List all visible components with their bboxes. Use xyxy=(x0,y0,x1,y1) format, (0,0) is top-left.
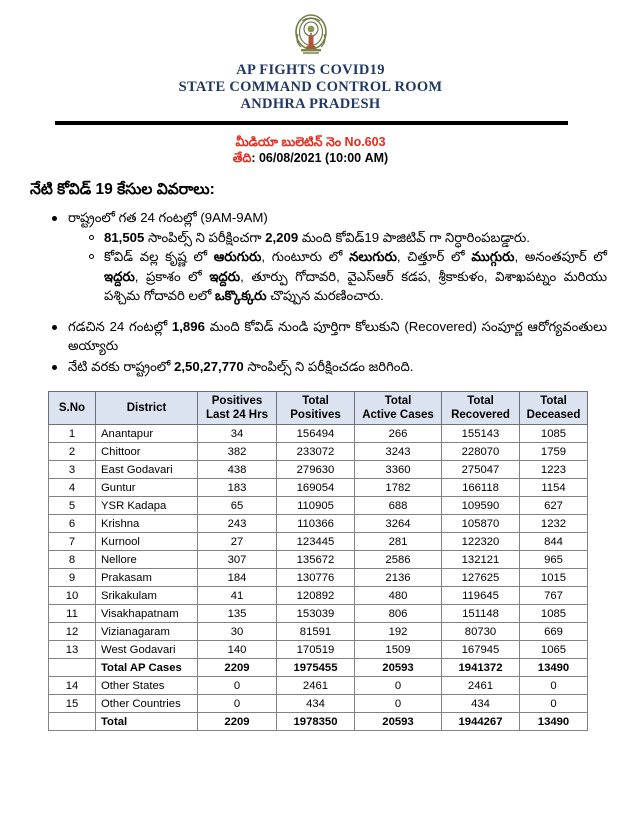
cell-active-cases: 3243 xyxy=(355,443,442,461)
recovered-text-1: గడచిన 24 గంటల్లో xyxy=(68,318,172,334)
district-table-container xyxy=(0,377,621,731)
cell-positives-24hrs: 184 xyxy=(198,569,277,587)
table-row xyxy=(49,425,588,443)
cell-positives-24hrs: 183 xyxy=(198,479,277,497)
cell-positives-24hrs: 34 xyxy=(198,425,277,443)
cell-sno: 11 xyxy=(49,605,96,623)
cell-positives-24hrs: 2209 xyxy=(198,713,277,731)
bullet-samples-tested xyxy=(88,228,607,248)
cell-sno: 7 xyxy=(49,533,96,551)
cell-district: Krishna xyxy=(96,515,198,533)
cell-sno: 5 xyxy=(49,497,96,515)
col-header-recovered xyxy=(442,392,520,425)
cell-sno: 9 xyxy=(49,569,96,587)
deaths-text-2: , గుంటూరు లో xyxy=(261,249,350,264)
cell-positives-24hrs: 382 xyxy=(198,443,277,461)
col-header-positives-24hrs-l1: Positives xyxy=(211,395,263,407)
cell-positives-24hrs: 243 xyxy=(198,515,277,533)
cell-recovered: 132121 xyxy=(442,551,520,569)
deaths-text-5: , ప్రకాశం లో xyxy=(134,268,210,284)
cell-deceased: 1154 xyxy=(520,479,588,497)
cell-positives-24hrs: 307 xyxy=(198,551,277,569)
total-samples-text-2: సాంపిల్స్ ని పరీక్షించడం జరిగింది. xyxy=(243,358,414,374)
cell-sno: 15 xyxy=(49,695,96,713)
cell-sno: 10 xyxy=(49,587,96,605)
body-content xyxy=(0,166,621,376)
bulletin-meta xyxy=(0,134,621,166)
deaths-text-4: , అనంతపూర్ లో xyxy=(514,249,608,264)
total-samples-count: 2,50,27,770 xyxy=(174,358,244,374)
cell-total-positives: 1978350 xyxy=(277,713,355,731)
bulletin-number-line xyxy=(0,134,621,150)
cell-district: Other States xyxy=(96,677,198,695)
cell-positives-24hrs: 135 xyxy=(198,605,277,623)
table-row xyxy=(49,569,588,587)
cell-active-cases: 192 xyxy=(355,623,442,641)
cell-deceased: 767 xyxy=(520,587,588,605)
cell-district: Nellore xyxy=(96,551,198,569)
cell-sno: 4 xyxy=(49,479,96,497)
cell-total-positives: 120892 xyxy=(277,587,355,605)
deaths-chittoor: ముగ్గురు xyxy=(471,249,515,264)
cell-positives-24hrs: 438 xyxy=(198,461,277,479)
deaths-guntur: నలుగురు xyxy=(349,249,397,264)
cell-active-cases: 3360 xyxy=(355,461,442,479)
col-header-district xyxy=(96,392,198,425)
col-header-active-cases-l1: Total xyxy=(384,395,412,407)
cell-recovered: 2461 xyxy=(442,677,520,695)
cell-district: Visakhapatnam xyxy=(96,605,198,623)
cell-total-positives: 169054 xyxy=(277,479,355,497)
table-row xyxy=(49,677,588,695)
deaths-text-1: కోవిడ్ వల్ల కృష్ణ లో xyxy=(104,249,214,264)
title-line-1: AP FIGHTS COVID19 xyxy=(236,62,385,78)
cell-recovered: 155143 xyxy=(442,425,520,443)
cell-district: YSR Kadapa xyxy=(96,497,198,515)
cell-recovered: 1944267 xyxy=(442,713,520,731)
cell-recovered: 151148 xyxy=(442,605,520,623)
cell-district: West Godavari xyxy=(96,641,198,659)
cell-district: Total xyxy=(96,713,198,731)
andhra-pradesh-state-emblem-icon xyxy=(289,12,333,60)
cell-total-positives: 153039 xyxy=(277,605,355,623)
cell-active-cases: 0 xyxy=(355,695,442,713)
cell-active-cases: 806 xyxy=(355,605,442,623)
cell-sno xyxy=(49,659,96,677)
district-cases-table xyxy=(48,391,588,731)
cell-sno: 14 xyxy=(49,677,96,695)
bullet-last-24-hours-text: రాష్ట్రంలో గత 24 గంటల్లో (9AM-9AM) xyxy=(68,210,268,225)
recovered-text-2: మంది కోవిడ్ నుండి పూర్తిగా కోలుకుని (Recovered) సంపూర్ణ ఆరోగ్యవంతులు అయ్యారు xyxy=(68,318,608,353)
bullet-last-24-hours xyxy=(52,208,607,306)
cell-recovered: 228070 xyxy=(442,443,520,461)
table-total-row xyxy=(49,713,588,731)
cell-deceased: 1085 xyxy=(520,425,588,443)
cell-deceased: 13490 xyxy=(520,713,588,731)
bullet-deaths-by-district xyxy=(88,247,607,306)
bulletin-date-label: తేది xyxy=(232,151,252,165)
cell-total-positives: 110366 xyxy=(277,515,355,533)
cell-recovered: 275047 xyxy=(442,461,520,479)
deaths-text-7: చొప్పున మరణించారు. xyxy=(266,288,384,303)
cell-total-positives: 434 xyxy=(277,695,355,713)
cell-deceased: 669 xyxy=(520,623,588,641)
bulletin-number: No.603 xyxy=(344,135,386,149)
col-header-total-positives xyxy=(277,392,355,425)
col-header-deceased-l2: Deceased xyxy=(526,409,581,421)
bulletin-label: మీడియా బులెటిన్ నెం xyxy=(235,135,342,149)
col-header-sno-l1: S.No xyxy=(58,402,86,414)
cell-recovered: 166118 xyxy=(442,479,520,497)
col-header-positives-24hrs xyxy=(198,392,277,425)
bullet-recovered xyxy=(52,317,607,356)
cell-active-cases: 1782 xyxy=(355,479,442,497)
table-row xyxy=(49,497,588,515)
cell-total-positives: 279630 xyxy=(277,461,355,479)
col-header-active-cases-l2: Active Cases xyxy=(362,409,434,421)
table-total-row xyxy=(49,659,588,677)
cell-positives-24hrs: 27 xyxy=(198,533,277,551)
cell-district: Other Countries xyxy=(96,695,198,713)
cell-deceased: 1759 xyxy=(520,443,588,461)
col-header-total-positives-l1: Total xyxy=(302,395,329,407)
cell-deceased: 1232 xyxy=(520,515,588,533)
body-spacer xyxy=(30,307,607,317)
cell-recovered: 80730 xyxy=(442,623,520,641)
cell-deceased: 1085 xyxy=(520,605,588,623)
cell-recovered: 167945 xyxy=(442,641,520,659)
cell-active-cases: 2586 xyxy=(355,551,442,569)
cell-district: Prakasam xyxy=(96,569,198,587)
cell-sno: 12 xyxy=(49,623,96,641)
col-header-positives-24hrs-l2: Last 24 Hrs xyxy=(205,409,268,421)
col-header-sno xyxy=(49,392,96,425)
title-line-3: ANDHRA PRADESH xyxy=(240,96,381,112)
cell-sno: 6 xyxy=(49,515,96,533)
table-row xyxy=(49,479,588,497)
cell-sno: 1 xyxy=(49,425,96,443)
cell-district: Chittoor xyxy=(96,443,198,461)
cell-positives-24hrs: 65 xyxy=(198,497,277,515)
section-heading: నేటి కోవిడ్ 19 కేసుల వివరాలు: xyxy=(30,181,215,198)
cell-active-cases: 688 xyxy=(355,497,442,515)
cell-total-positives: 135672 xyxy=(277,551,355,569)
cell-active-cases: 480 xyxy=(355,587,442,605)
col-header-recovered-l2: Recovered xyxy=(451,409,510,421)
table-header xyxy=(49,392,588,425)
cell-recovered: 1941372 xyxy=(442,659,520,677)
cell-active-cases: 266 xyxy=(355,425,442,443)
cell-district: Srikakulam xyxy=(96,587,198,605)
cell-sno xyxy=(49,713,96,731)
table-header-row xyxy=(49,392,588,425)
header-titles xyxy=(0,62,621,113)
cell-positives-24hrs: 30 xyxy=(198,623,277,641)
cell-district: Kurnool xyxy=(96,533,198,551)
cell-deceased: 627 xyxy=(520,497,588,515)
bullet-list-secondary xyxy=(88,228,607,306)
cell-sno: 8 xyxy=(49,551,96,569)
cell-deceased: 13490 xyxy=(520,659,588,677)
cell-district: Total AP Cases xyxy=(96,659,198,677)
cell-active-cases: 2136 xyxy=(355,569,442,587)
cell-recovered: 122320 xyxy=(442,533,520,551)
col-header-deceased xyxy=(520,392,588,425)
table-row xyxy=(49,515,588,533)
title-line-2: STATE COMMAND CONTROL ROOM xyxy=(178,79,443,95)
cell-positives-24hrs: 2209 xyxy=(198,659,277,677)
table-row xyxy=(49,587,588,605)
cell-total-positives: 233072 xyxy=(277,443,355,461)
cell-total-positives: 130776 xyxy=(277,569,355,587)
samples-tested-text-1: సాంపిల్స్ ని పరీక్షించగా xyxy=(144,229,266,245)
bullet-total-samples xyxy=(52,357,607,377)
deaths-krishna: ఆరుగురు xyxy=(213,249,262,264)
col-header-district-l1: District xyxy=(126,402,167,414)
cell-total-positives: 2461 xyxy=(277,677,355,695)
col-header-total-positives-l2: Positives xyxy=(290,409,341,421)
header-divider-wrap xyxy=(0,113,621,125)
cell-deceased: 1065 xyxy=(520,641,588,659)
cell-deceased: 1015 xyxy=(520,569,588,587)
cell-positives-24hrs: 41 xyxy=(198,587,277,605)
table-body xyxy=(49,425,588,731)
deaths-one-each: ఒక్కొక్కరు xyxy=(215,288,267,303)
cell-recovered: 109590 xyxy=(442,497,520,515)
table-row xyxy=(49,605,588,623)
cell-active-cases: 20593 xyxy=(355,659,442,677)
col-header-active-cases xyxy=(355,392,442,425)
table-row xyxy=(49,461,588,479)
cell-active-cases: 20593 xyxy=(355,713,442,731)
cell-deceased: 1223 xyxy=(520,461,588,479)
col-header-recovered-l1: Total xyxy=(467,395,494,407)
cell-total-positives: 81591 xyxy=(277,623,355,641)
bullet-list-summary xyxy=(52,317,607,377)
deaths-prakasam: ఇద్దరు xyxy=(209,268,241,284)
bullet-list-primary xyxy=(52,208,607,306)
cell-active-cases: 281 xyxy=(355,533,442,551)
emblem-container xyxy=(0,0,621,62)
cell-recovered: 105870 xyxy=(442,515,520,533)
table-row xyxy=(49,623,588,641)
cell-active-cases: 3264 xyxy=(355,515,442,533)
cell-sno: 3 xyxy=(49,461,96,479)
table-row xyxy=(49,443,588,461)
samples-tested-text-2: మంది కోవిడ్19 పాజిటివ్ గా నిర్ధారింపబడ్డారు. xyxy=(298,229,530,245)
cell-recovered: 127625 xyxy=(442,569,520,587)
cell-recovered: 434 xyxy=(442,695,520,713)
bulletin-date-line xyxy=(0,150,621,166)
deaths-anantapur: ఇద్దరు xyxy=(104,268,135,284)
cell-total-positives: 1975455 xyxy=(277,659,355,677)
cell-deceased: 965 xyxy=(520,551,588,569)
new-positives-count: 2,209 xyxy=(265,229,299,245)
cell-recovered: 119645 xyxy=(442,587,520,605)
cell-district: Vizianagaram xyxy=(96,623,198,641)
cell-total-positives: 123445 xyxy=(277,533,355,551)
cell-district: Anantapur xyxy=(96,425,198,443)
bulletin-date-value: : 06/08/2021 (10:00 AM) xyxy=(251,151,389,165)
cell-positives-24hrs: 140 xyxy=(198,641,277,659)
cell-deceased: 0 xyxy=(520,695,588,713)
table-row xyxy=(49,695,588,713)
samples-tested-count: 81,505 xyxy=(104,229,145,245)
table-row xyxy=(49,641,588,659)
table-row xyxy=(49,551,588,569)
total-samples-text-1: నేటి వరకు రాష్ట్రంలో xyxy=(68,358,175,374)
col-header-deceased-l1: Total xyxy=(540,395,567,407)
cell-active-cases: 1509 xyxy=(355,641,442,659)
cell-district: East Godavari xyxy=(96,461,198,479)
cell-deceased: 844 xyxy=(520,533,588,551)
cell-district: Guntur xyxy=(96,479,198,497)
cell-positives-24hrs: 0 xyxy=(198,695,277,713)
deaths-text-6: , తూర్పు గోదావరి, వైఎస్ఆర్ కడప, శ్రీకాకుళం, విశాఖపట్నం మరియు పశ్చిమ గోదావరి లలో xyxy=(104,268,608,303)
deaths-text-3: , చిత్తూర్ లో xyxy=(396,249,472,264)
cell-total-positives: 110905 xyxy=(277,497,355,515)
cell-active-cases: 0 xyxy=(355,677,442,695)
header-divider xyxy=(55,121,568,125)
cell-sno: 13 xyxy=(49,641,96,659)
cell-deceased: 0 xyxy=(520,677,588,695)
table-row xyxy=(49,533,588,551)
cell-sno: 2 xyxy=(49,443,96,461)
cell-total-positives: 170519 xyxy=(277,641,355,659)
recovered-count: 1,896 xyxy=(171,318,205,334)
cell-total-positives: 156494 xyxy=(277,425,355,443)
cell-positives-24hrs: 0 xyxy=(198,677,277,695)
